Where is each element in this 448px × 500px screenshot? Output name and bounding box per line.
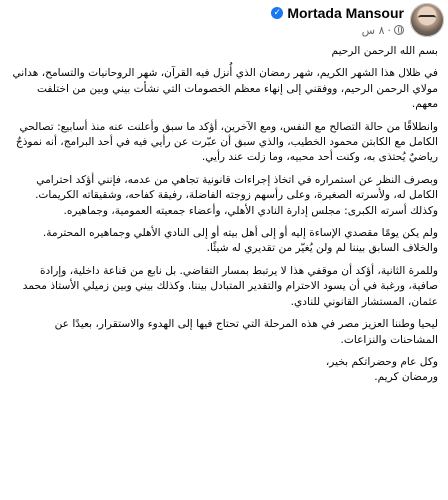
post-header [0, 0, 448, 44]
post-body [10, 44, 438, 393]
globe-icon[interactable] [394, 25, 404, 35]
author-row [271, 4, 404, 22]
meta-separator: · [387, 23, 391, 37]
post-paragraph-5: ولم يكن يومًا مقصدي الإساءة إليه أو إلى أهل بيته أو إلى النادي الأهلي وجماهيره المحترمة. والخلاف السابق بيننا لم ولن يُغيّر من تقديري له شيئًا. [42, 227, 438, 255]
post-time[interactable]: ٨ س [361, 23, 385, 37]
author-name[interactable]: Mortada Mansour [287, 5, 404, 21]
avatar[interactable] [410, 3, 444, 37]
post-meta [362, 23, 404, 37]
post-paragraph-1: بسم الله الرحمن الرحيم [331, 45, 438, 57]
post-paragraph-4: وبصرف النظر عن استمراره في اتخاذ إجراءات قانونية تجاهي من عدمه، فإنني أؤكد احترامي الكامل له، ولأسرته الصغيرة، وعلى رأسهم زوجته الفاضلة، رفيقة كفاحه، وشقيقاته الكريمات. وكذلك أسرته الكبرى: مجلس إدارة النادي الأهلي، وأعضاء جمعيته العمومية، وجماهيره. [35, 173, 438, 217]
post-paragraph-3: وانطلاقًا من حالة التصالح مع النفس، ومع الآخرين، أؤكد ما سبق وأعلنت عنه منذ أسابيع: تصالحي الكامل مع الكابتن محمود الخطيب، والذي سبق أن عبّرت عن رأيي فيه في أحد البرامج، أنه نموذجٌ رياضيٌ يُحتذى به، وكنت أحد محبيه، وما زلت عند رأيي. [15, 120, 438, 164]
post-paragraph-8: وكل عام وحضراتكم بخير، ورمضان كريم. [325, 355, 438, 384]
post-paragraph-2: في ظلال هذا الشهر الكريم، شهر رمضان الذي أُنزل فيه القرآن، شهر الروحانيات والتسامح، هداني مولاي الرحمن الرحيم، ووفقني إلى إنهاء معظم الخصومات التي نشأت بيني وبين من اختلفت معهم. [12, 67, 438, 111]
post-paragraph-7: ليحيا وطننا العزيز مصر في هذه المرحلة التي تحتاج فيها إلى الهدوء والاستقرار، بعيدًا عن المشاحنات والنزاعات. [54, 318, 438, 346]
post-paragraph-6: وللمرة الثانية، أؤكد أن موقفي هذا لا يرتبط بمسار التقاضي. بل نابع من قناعة داخلية، وإرادة صافية، ورغبة في أن يسود الاحترام والتقدير المتبادل بيننا. وكذلك بيني وبين زميلي الأستاذ محمد عثمان، المستشار القانوني للنادي. [22, 264, 438, 308]
avatar-glasses [418, 15, 436, 22]
verified-badge-icon: ✓ [271, 7, 283, 19]
